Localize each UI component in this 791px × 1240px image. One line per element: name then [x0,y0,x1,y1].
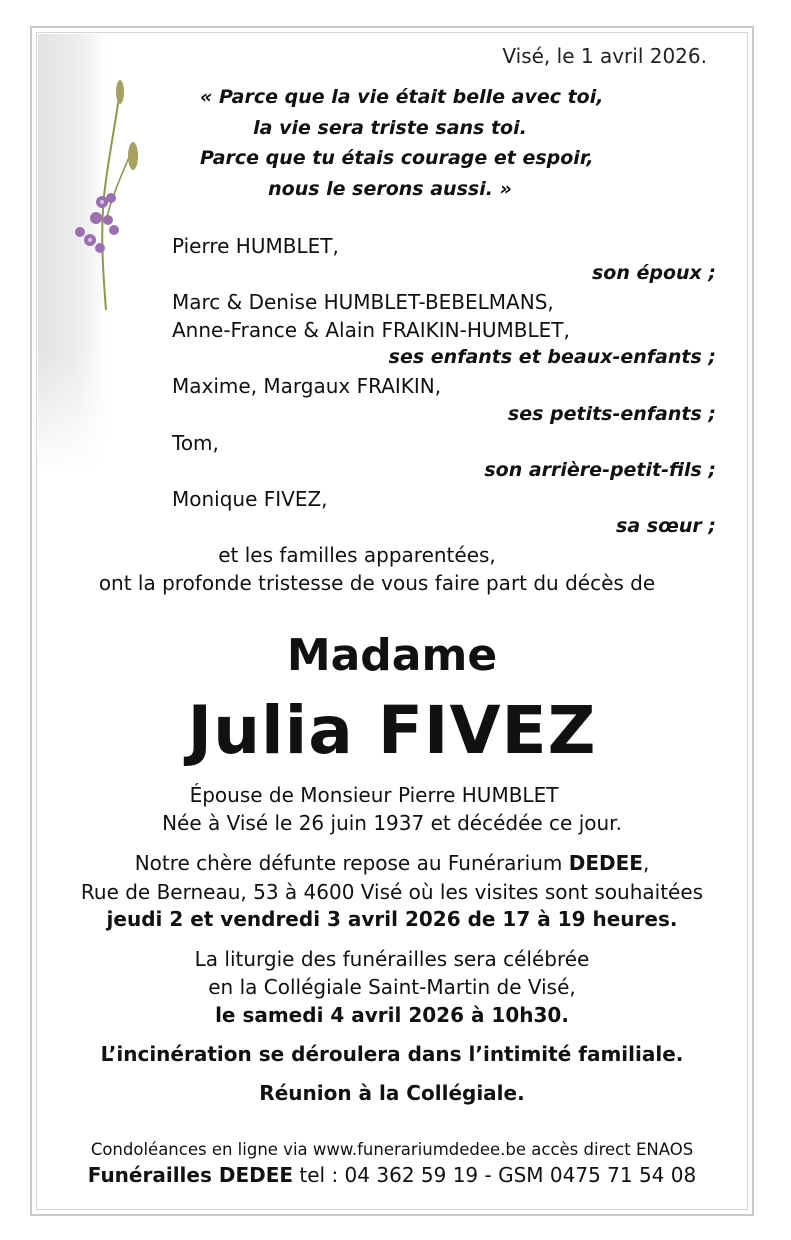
quote-line: nous le serons aussi. » [268,177,512,200]
relatives-line: et les familles apparentées, [218,543,496,567]
contact-line [36,1163,748,1187]
phone-numbers: tel : 04 362 59 19 - GSM 0475 71 54 08 [293,1163,697,1187]
incineration-line: L’incinération se déroulera dans l’intimité familiale. [100,1042,684,1066]
reunion-line: Réunion à la Collégiale. [259,1081,525,1105]
condolences-line: Condoléances en ligne via www.funerariumdedee.be accès direct ENAOS [90,1140,694,1159]
funerarium-name: DEDEE [568,851,643,875]
grandchildren-name: Maxime, Margaux FRAIKIN, [172,374,442,398]
company-name: Funérailles DEDEE [87,1163,294,1187]
child-name: Marc & Denise HUMBLET-BEBELMANS, [172,290,554,314]
spouse-name: Pierre HUMBLET, [172,234,339,258]
liturgy-line: La liturgie des funérailles sera célébrée [194,947,590,971]
ceremony-date: le samedi 4 avril 2026 à 10h30. [215,1003,569,1027]
flower-illustration [62,70,152,320]
great-grandchild-role: son arrière-petit-fils ; [484,459,716,481]
address-line: Rue de Berneau, 53 à 4600 Visé où les visites sont souhaitées [80,880,704,904]
quote-line: « Parce que la vie était belle avec toi, [200,86,604,108]
birth-line: Née à Visé le 26 juin 1937 et décédée ce jour. [162,811,622,835]
visitation-text: Notre chère défunte repose au Funérarium [134,851,569,875]
child-name: Anne-France & Alain FRAIKIN-HUMBLET, [172,318,570,342]
spouse-of-line: Épouse de Monsieur Pierre HUMBLET [189,783,559,807]
children-role: ses enfants et beaux-enfants ; [388,346,716,368]
visitation-line [36,851,748,875]
quote-line: Parce que tu étais courage et espoir, [200,147,594,169]
deceased-name: Julia FIVEZ [187,692,597,769]
grandchildren-role: ses petits-enfants ; [507,403,716,425]
quote-line: la vie sera triste sans toi. [253,116,527,139]
visitation-comma: , [642,851,650,875]
great-grandchild-name: Tom, [172,431,219,455]
quote-block [200,82,604,204]
sister-name: Monique FIVEZ, [172,487,328,511]
sister-role: sa sœur ; [616,515,716,537]
spouse-role: son époux ; [591,262,716,284]
date-line: Visé, le 1 avril 2026. [502,44,707,68]
deceased-title: Madame [286,630,498,681]
announcement-line: ont la profonde tristesse de vous faire part du décès de [98,571,656,595]
visiting-hours: jeudi 2 et vendredi 3 avril 2026 de 17 à 19 heures. [106,907,678,931]
church-line: en la Collégiale Saint-Martin de Visé, [208,975,576,999]
